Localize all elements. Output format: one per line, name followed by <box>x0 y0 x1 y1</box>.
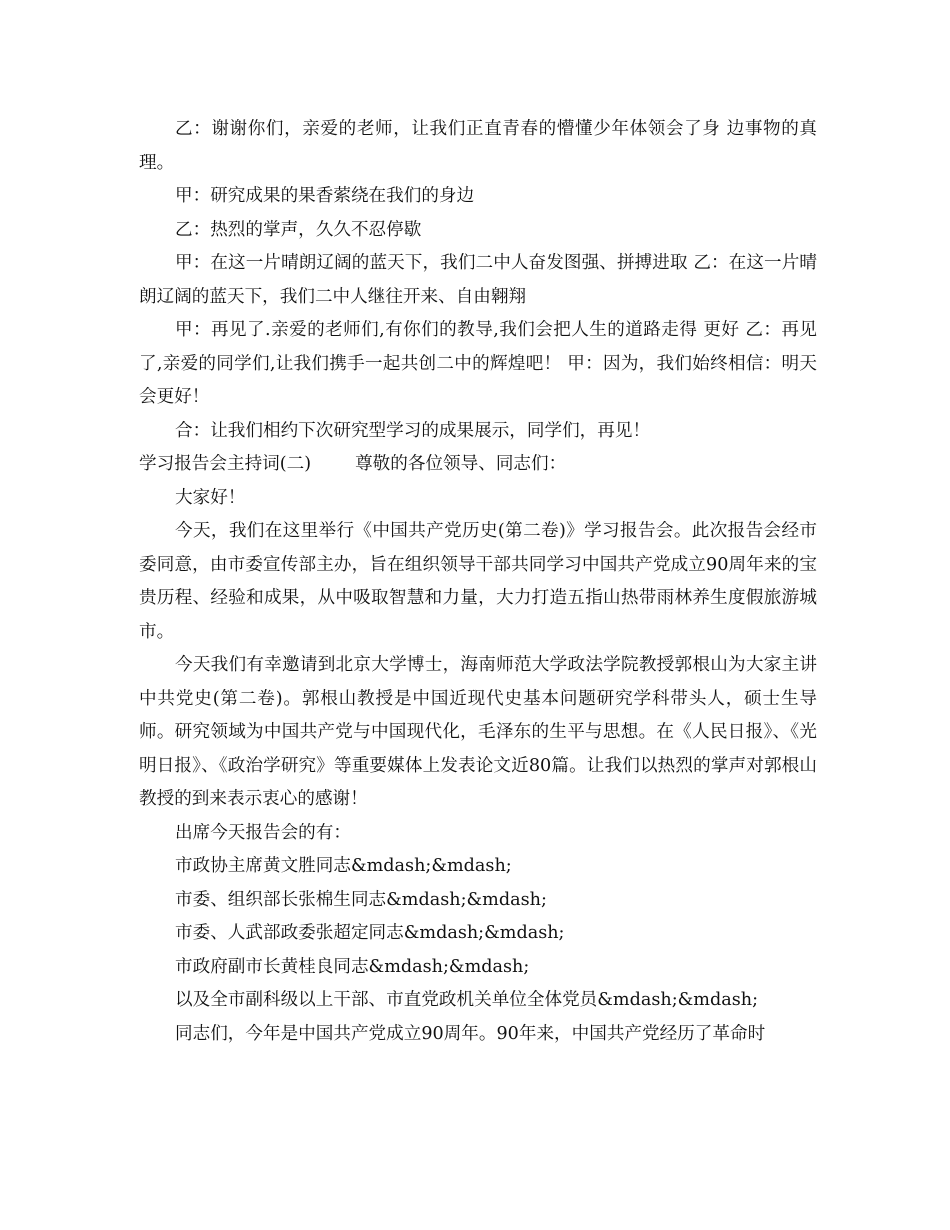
paragraph: 今天我们有幸邀请到北京大学博士，海南师范大学政法学院教授郭根山为大家主讲中共党史(第二卷)。郭根山教授是中国近现代史基本问题研究学科带头人，硕士生导师。研究领域为中国共产党与中国现代化，毛泽东的生平与思想。在《人民日报》、《光明日报》、《政治学研究》等重要媒体上发表论文近80篇。让我们以热烈的掌声对郭根山教授的到来表示衷心的感谢！ <box>139 655 817 809</box>
attendee-line: 市政协主席黄文胜同志&mdash;&mdash; <box>175 856 512 876</box>
paragraph: 大家好！ <box>175 487 246 508</box>
attendee-line: 市政府副市长黄桂良同志&mdash;&mdash; <box>175 956 530 977</box>
paragraph: 出席今天报告会的有： <box>175 822 351 843</box>
attendee-line: 以及全市副科级以上干部、市直党政机关单位全体党员&mdash;&mdash; <box>175 990 759 1010</box>
paragraph: 乙：谢谢你们，亲爱的老师，让我们正直青春的懵懂少年体领会了身 边事物的真理。 <box>139 119 817 173</box>
paragraph: 甲：在这一片晴朗辽阔的蓝天下，我们二中人奋发图强、拼搏进取 乙：在这一片晴朗辽阔的蓝天下，我们二中人继往开来、自由翱翔 <box>139 253 817 307</box>
salutation: 尊敬的各位领导、同志们： <box>355 454 567 474</box>
section-heading-line <box>139 448 817 482</box>
paragraph: 甲：再见了.亲爱的老师们,有你们的教导,我们会把人生的道路走得 更好 乙：再见了,亲爱的同学们,让我们携手一起共创二中的辉煌吧！ 甲：因为，我们始终相信：明天会更好！ <box>139 320 817 407</box>
paragraph: 同志们，今年是中国共产党成立90周年。90年来，中国共产党经历了革命时 <box>175 1023 766 1044</box>
section-title: 学习报告会主持词(二) <box>139 454 312 474</box>
paragraph: 甲：研究成果的果香萦绕在我们的身边 <box>175 186 475 206</box>
attendee-line: 市委、组织部长张棉生同志&mdash;&mdash; <box>175 889 547 910</box>
document-body <box>139 113 817 1051</box>
paragraph: 今天，我们在这里举行《中国共产党历史(第二卷)》学习报告会。此次报告会经市委同意，由市委宣传部主办，旨在组织领导干部共同学习中国共产党成立90周年来的宝贵历程、经验和成果，从中吸取智慧和力量，大力打造五指山热带雨林养生度假旅游城市。 <box>139 521 817 642</box>
paragraph: 合：让我们相约下次研究型学习的成果展示，同学们，再见！ <box>175 420 651 441</box>
paragraph: 乙：热烈的掌声，久久不忍停歇 <box>175 219 422 240</box>
attendee-line: 市委、人武部政委张超定同志&mdash;&mdash; <box>175 923 565 943</box>
